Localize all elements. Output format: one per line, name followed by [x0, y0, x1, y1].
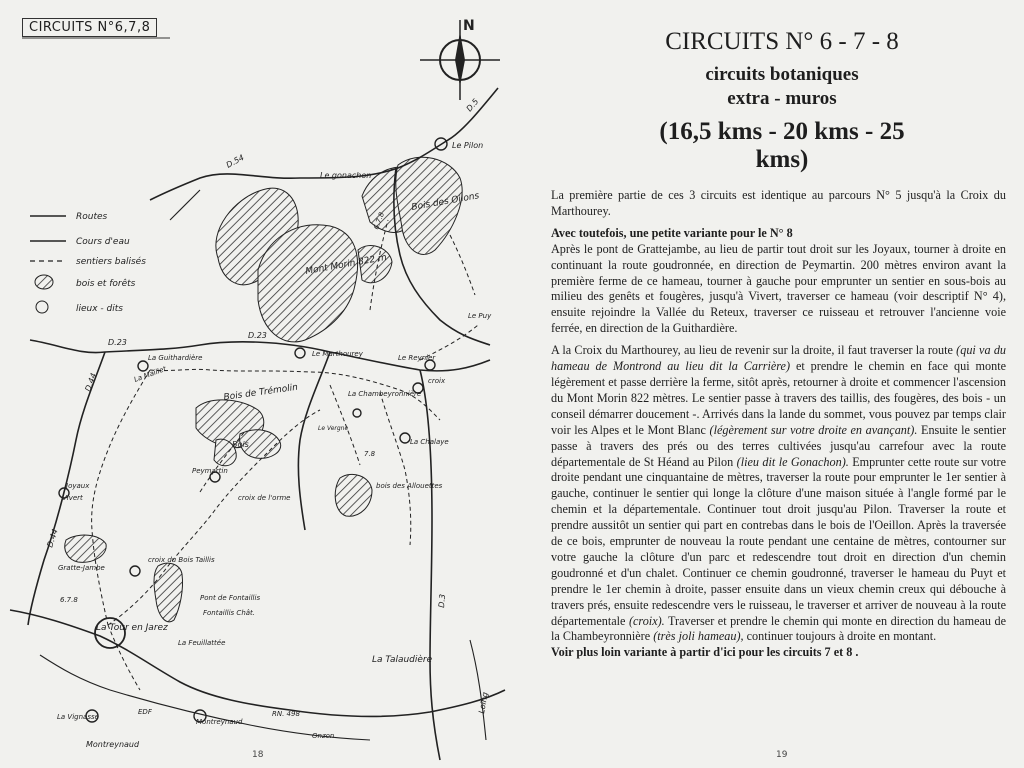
label-pont-fontaillis: Pont de Fontaillis — [200, 594, 261, 602]
title-distances: (16,5 kms - 20 kms - 25 kms) — [659, 118, 905, 173]
label-maillet: La Maillet — [132, 364, 168, 384]
label-d23-mid: D.23 — [248, 331, 267, 340]
title-circuits: CIRCUITS N° 6 - 7 - 8 — [665, 28, 899, 55]
label-pilon: Le Pilon — [452, 141, 484, 150]
label-d3-right: D.3 — [437, 593, 448, 609]
paragraph-intro: La première partie de ces 3 circuits est identique au parcours N° 5 jusqu'à la Croix du Marthourey. — [551, 188, 1006, 218]
map-legend — [30, 212, 146, 314]
label-le-puy: Le Puy — [468, 312, 492, 320]
legend-cours-eau: Cours d'eau — [76, 237, 130, 247]
route-text-g: Emprunter cette route sur votre droite pendant une cinquantaine de mètres, traverser la route pour emprunter le 1er sentier à gauche, continuer le sentier qui longe la clôture d'une maison située à l'angle formé par le chemin et la départementale. Continuer tout droit jusqu'au Pilon. Traverser la route et prendre aussitôt un sentier qui part en contrebas dans le bois de l'Oeillon. Après la traversée de ce bois, emprunter de nouveau la route pendant une centaine de mètres, contourner sur votre gauche la clôture d'un parc et redescendre tout droit en direction d'un chemin goudronné et d'un chalet. Continuer ce chemin goudronné, traverser le hameau du Puyt et prendre le 1er chemin à droite, passer ensuite dans un vieux chemin creux qui débouche à travers prés, ensuite redescendre vers le ruisseau, le traverser et arriver de nouveau à la route départementale — [551, 454, 1007, 628]
label-mont-morin: Mont Morin 822 m — [304, 252, 388, 277]
label-gratte-jambe: Gratte-Jambe — [58, 564, 105, 572]
route-text-a: A la Croix du Marthourey, au lieu de revenir sur la droite, il faut traverser la route — [551, 343, 953, 358]
label-feuillattee: La Feuillattée — [178, 639, 226, 647]
route-text-d: (légèrement sur votre droite en avançant). — [709, 422, 918, 437]
label-chalaye: La Chalaye — [410, 438, 449, 446]
description-text — [551, 188, 1006, 667]
route-text-k: continuer toujours à droite en montant. — [746, 629, 937, 644]
variant-heading: Avec toutefois, une petite variante pour le N° 8 — [551, 225, 793, 240]
title-botaniques: circuits botaniques — [705, 64, 859, 85]
compass-north-label: N — [463, 18, 475, 34]
label-d44-bottom: D.44 — [45, 527, 60, 549]
label-vivert: Vivert — [62, 494, 83, 502]
label-bois-allouettes: bois des Allouettes — [376, 482, 443, 490]
compass-rose — [420, 18, 500, 100]
page-number-right: 19 — [776, 750, 788, 760]
label-croix-orme: croix de l'orme — [238, 494, 291, 502]
label-marthourey: Le Marthourey — [312, 350, 363, 358]
label-gonachon: Le gonachon — [320, 171, 372, 180]
label-route-678-bottom: 6.7.8 — [60, 596, 78, 604]
legend-sentiers: sentiers balisés — [76, 257, 146, 267]
label-bois-tremolin: Bois de Trémolin — [223, 382, 299, 403]
label-vergne: Le Vergne — [318, 425, 349, 432]
label-croix-right: croix — [428, 377, 446, 385]
label-bois-mid: Bois — [232, 440, 249, 449]
route-text-c: et prendre le chemin en face qui monte légèrement et passe derrière la ferme, sitôt après, retourner à droite et commencer l'ascension du Mont Morin 822 mètres. Le sentier passe à travers des taillis, des fougères, des bois - un conseil démarrer doucement -. Arrivés dans la lande du sommet, vous pouvez par temps clair voir les Alpes et le Mont Blanc — [551, 359, 1006, 437]
label-reynier: Le Reynier — [398, 354, 436, 362]
label-edf: EDF — [138, 708, 152, 716]
circuit-tag: CIRCUITS N°6,7,8 — [22, 18, 157, 37]
label-onzon: Onzon — [312, 732, 335, 740]
label-la-tour: La Tour en Jarez — [96, 623, 168, 633]
label-bois-oilons: Bois des Oilons — [410, 191, 480, 213]
label-vignasse: La Vignasse — [57, 713, 99, 721]
label-route-78: 7.8 — [364, 450, 376, 458]
label-d54: D.54 — [224, 152, 246, 170]
route-text-i: Traverser et prendre le chemin qui monte en direction du hameau de la Chambeyronnière — [551, 613, 1007, 644]
route-text-h: (croix). — [628, 613, 665, 628]
label-chambeyronniere: La Chambeyronnière — [348, 390, 422, 398]
label-peymartin: Peymartin — [192, 467, 228, 475]
final-line: Voir plus loin variante à partir d'ici pour les circuits 7 et 8 . — [551, 645, 859, 660]
label-rn498: RN. 498 — [272, 710, 300, 718]
label-guithardiere: La Guithardière — [148, 354, 203, 362]
page-number-left: 18 — [252, 750, 264, 760]
label-fontaillis-cht: Fontaillis Chât. — [203, 609, 256, 617]
paragraph-variant: Après le pont de Grattejambe, au lieu de partir tout droit sur les Joyaux, tourner à droite en continuant la route goudronnée, en direction de Peymartin. 200 mètres environ avant la première ferme de ce hameau, tourner à gauche pour emprunter un sentier en sous-bois au milieu des genêts et fougères, jusqu'à Vivert, traverser ce hameau (voir descriptif N° 4), ensuite rejoindre la Vallée du Reteux, traverser ce ruisseau et retrouver l'ancienne voie ferrée, en direction de la Guithardière. — [551, 241, 1006, 336]
legend-lieux: lieux - dits — [76, 304, 123, 314]
right-page — [512, 0, 1024, 768]
paragraph-route — [551, 343, 1006, 661]
label-montreynaud-small: Montreynaud — [196, 718, 243, 726]
label-croix-bois-taillis: croix du Bois Taillis — [148, 556, 215, 564]
legend-bois: bois et forêts — [76, 279, 136, 289]
route-text-f: (lieu dit le Gonachon). — [736, 454, 849, 469]
legend-routes: Routes — [76, 212, 108, 222]
label-joyaux: Joyaux — [66, 482, 90, 490]
route-text-e: Ensuite le sentier passe à travers des prés ou des terres cultivées jusqu'au carrefour avec la route départementale de St Héand au Pilon — [551, 422, 1007, 469]
label-talaudiere: La Talaudière — [372, 655, 433, 665]
route-text-b: (qui va du hameau de Montrond au lieu dit la Carrière) — [551, 343, 1007, 374]
label-d44-top: D.44 — [83, 371, 99, 393]
route-text-j: (très joli hameau), — [653, 629, 744, 644]
label-montreynaud: Montreynaud — [86, 740, 140, 749]
title-extra-muros: extra - muros — [727, 88, 837, 109]
label-d5-top: D.5 — [464, 96, 481, 114]
label-loing: Loing — [477, 691, 490, 715]
label-route-878: 6.7.8 — [372, 211, 386, 231]
label-d23-left: D.23 — [108, 338, 127, 347]
